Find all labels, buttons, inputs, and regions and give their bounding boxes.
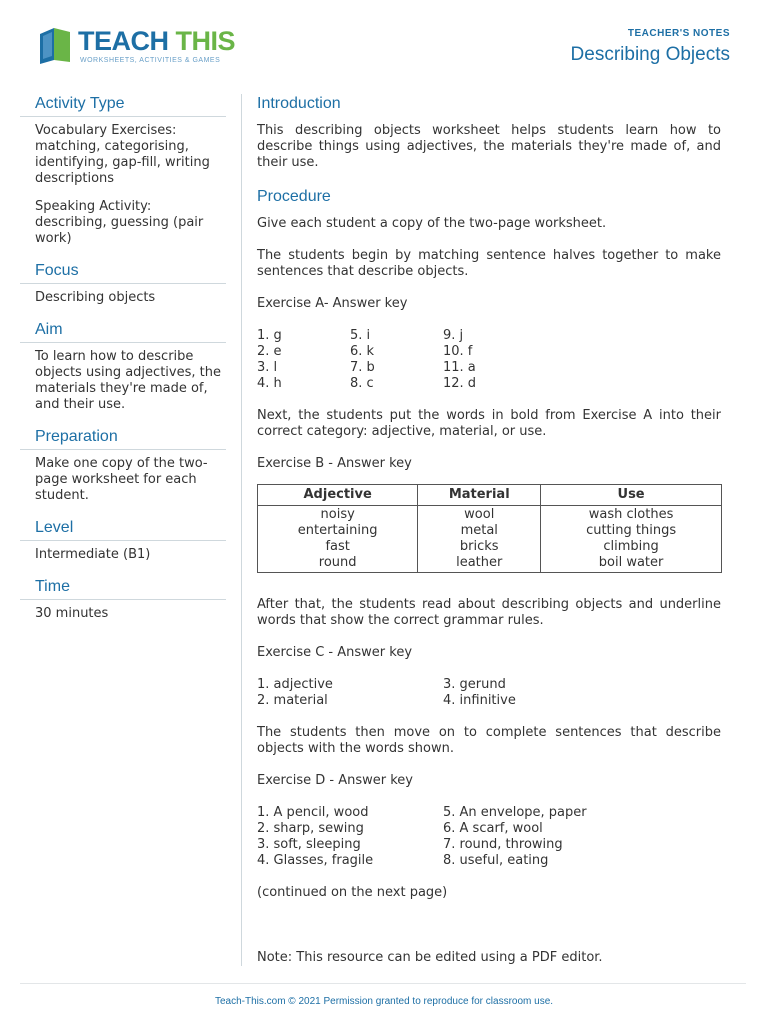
table-row	[258, 523, 722, 539]
answer-item: 4. Glasses, fragile	[257, 853, 374, 868]
exercise-d-answers	[257, 805, 721, 869]
activity-type-heading: Activity Type	[20, 94, 226, 117]
answer-column	[443, 805, 587, 869]
preparation-heading: Preparation	[20, 427, 226, 450]
activity-type-body	[20, 117, 226, 247]
logo-tagline: WORKSHEETS, ACTIVITIES & GAMES	[80, 57, 221, 64]
table-header: Adjective	[258, 485, 418, 506]
aim-section	[20, 320, 226, 413]
answer-item: 2. sharp, sewing	[257, 821, 364, 836]
table-row	[258, 506, 722, 524]
level-text: Intermediate (B1)	[35, 547, 151, 562]
teachers-notes-label: TEACHER'S NOTES	[627, 28, 730, 39]
exercise-b-answer-table	[257, 484, 722, 573]
level-section	[20, 518, 226, 563]
footer-divider	[20, 983, 746, 984]
table-header: Use	[541, 485, 722, 506]
procedure-heading: Procedure	[257, 188, 331, 205]
time-section	[20, 577, 226, 622]
table-header-row	[258, 485, 722, 506]
activity-type-vocabulary: Vocabulary Exercises: matching, categorising, identifying, gap-fill, writing descriptions	[35, 123, 210, 186]
answer-item: 8. useful, eating	[443, 853, 549, 868]
answer-item: 1. A pencil, wood	[257, 805, 369, 820]
answer-item: 2. e	[257, 344, 282, 359]
answer-item: 5. An envelope, paper	[443, 805, 587, 820]
page-header	[0, 0, 768, 90]
table-header: Material	[418, 485, 541, 506]
procedure-step-2: The students begin by matching sentence halves together to make sentences that describe objects.	[257, 248, 721, 279]
page-title: Describing Objects	[570, 44, 730, 65]
table-row	[258, 539, 722, 555]
answer-item: 1. adjective	[257, 677, 333, 692]
main-content	[257, 94, 721, 917]
answer-item: 7. b	[350, 360, 375, 375]
answer-item: 11. a	[443, 360, 476, 375]
answer-item: 4. infinitive	[443, 693, 516, 708]
table-cell: entertaining	[258, 523, 418, 539]
answer-item: 9. j	[443, 328, 464, 343]
table-cell: wash clothes	[541, 506, 722, 524]
table-cell: leather	[418, 555, 541, 573]
procedure-step-3: Next, the students put the words in bold from Exercise A into their correct category: adjective, material, or use.	[257, 408, 721, 439]
answer-item: 3. gerund	[443, 677, 506, 692]
logo-main: TEACH	[78, 26, 169, 56]
answer-item: 8. c	[350, 376, 374, 391]
table-cell: noisy	[258, 506, 418, 524]
book-icon	[38, 26, 72, 64]
answer-column	[257, 805, 443, 869]
answer-item: 12. d	[443, 376, 477, 391]
table-cell: boil water	[541, 555, 722, 573]
focus-section	[20, 261, 226, 306]
answer-column	[443, 328, 476, 392]
procedure-step-1: Give each student a copy of the two-page worksheet.	[257, 216, 607, 231]
aim-heading: Aim	[20, 320, 226, 343]
logo-wordmark	[78, 26, 235, 57]
preparation-section	[20, 427, 226, 504]
exercise-a-label: Exercise A- Answer key	[257, 296, 408, 311]
answer-item: 2. material	[257, 693, 328, 708]
procedure-step-4: After that, the students read about describing objects and underline words that show the correct grammar rules.	[257, 597, 721, 628]
table-cell: wool	[418, 506, 541, 524]
exercise-a-answers	[257, 328, 721, 392]
level-heading: Level	[20, 518, 226, 541]
column-divider	[241, 94, 242, 966]
exercise-c-label: Exercise C - Answer key	[257, 645, 413, 660]
exercise-c-answers	[257, 677, 721, 709]
introduction-text: This describing objects worksheet helps students learn how to describe things using adjectives, the materials they're made of, and their use.	[257, 123, 721, 170]
answer-item: 3. soft, sleeping	[257, 837, 361, 852]
answer-item: 3. l	[257, 360, 278, 375]
answer-item: 10. f	[443, 344, 473, 359]
logo-accent: THIS	[175, 26, 236, 56]
activity-type-section	[20, 94, 226, 247]
answer-item: 5. i	[350, 328, 371, 343]
time-heading: Time	[20, 577, 226, 600]
answer-item: 6. k	[350, 344, 375, 359]
answer-item: 7. round, throwing	[443, 837, 563, 852]
table-cell: round	[258, 555, 418, 573]
answer-column	[257, 328, 350, 392]
table-cell: metal	[418, 523, 541, 539]
activity-type-speaking: Speaking Activity: describing, guessing (pair work)	[35, 199, 204, 246]
teach-this-logo[interactable]	[38, 24, 236, 68]
time-text: 30 minutes	[35, 606, 109, 621]
exercise-d-label: Exercise D - Answer key	[257, 773, 413, 788]
sidebar	[20, 94, 226, 636]
focus-heading: Focus	[20, 261, 226, 284]
answer-column	[350, 328, 443, 392]
introduction-heading: Introduction	[257, 95, 341, 112]
focus-text: Describing objects	[35, 290, 156, 305]
preparation-text: Make one copy of the two-page worksheet for each student.	[35, 456, 208, 503]
table-cell: bricks	[418, 539, 541, 555]
continued-note: (continued on the next page)	[257, 885, 448, 900]
answer-column	[257, 677, 443, 709]
answer-item: 1. g	[257, 328, 282, 343]
answer-item: 4. h	[257, 376, 282, 391]
table-row	[258, 555, 722, 573]
table-cell: cutting things	[541, 523, 722, 539]
procedure-step-5: The students then move on to complete sentences that describe objects with the words shown.	[257, 725, 721, 756]
exercise-b-label: Exercise B - Answer key	[257, 456, 412, 471]
answer-column	[443, 677, 516, 709]
table-cell: fast	[258, 539, 418, 555]
aim-text: To learn how to describe objects using adjectives, the materials they're made of, and their use.	[35, 349, 221, 412]
pdf-editor-note: Note: This resource can be edited using a PDF editor.	[257, 950, 603, 965]
footer-copyright[interactable]: Teach-This.com © 2021 Permission granted to reproduce for classroom use.	[214, 996, 554, 1007]
table-cell: climbing	[541, 539, 722, 555]
answer-item: 6. A scarf, wool	[443, 821, 543, 836]
